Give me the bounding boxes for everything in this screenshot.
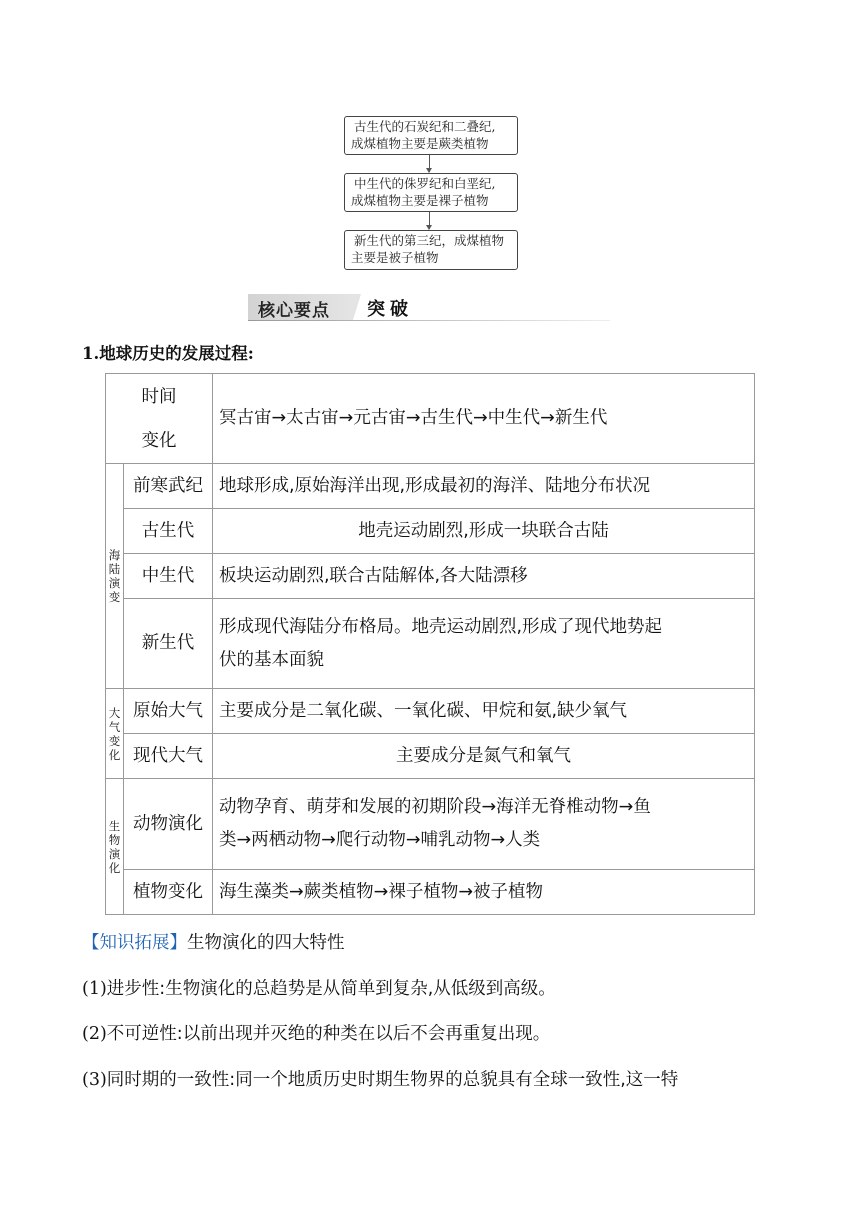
point-text: 同时期的一致性:同一个地质历史时期生物界的总貌具有全球一致性,这一特 (106, 1070, 679, 1090)
section-heading: 1.地球历史的发展过程: (82, 344, 254, 363)
table-row (106, 779, 755, 870)
description-cell: 主要成分是二氧化碳、一氧化碳、甲烷和氨,缺少氧气 (213, 689, 755, 734)
flow-box-mesozoic (344, 173, 518, 212)
category-char: 演 (108, 576, 121, 590)
category-char: 气 (108, 719, 121, 734)
category-char: 大 (108, 705, 121, 720)
point-text: 进步性:生物演化的总趋势是从简单到复杂,从低级到高级。 (106, 979, 556, 999)
description-line: 动物孕育、萌芽和发展的初期阶段→海洋无脊椎动物→鱼 (219, 797, 651, 817)
flow-box-line: 中生代的侏罗纪和白垩纪, (354, 176, 496, 191)
description-cell: 海生藻类→蕨类植物→裸子植物→被子植物 (213, 870, 755, 915)
category-char: 变 (108, 590, 121, 604)
description-cell (213, 779, 755, 870)
period-cell: 前寒武纪 (124, 464, 213, 509)
category-cell-atmosphere (106, 689, 124, 779)
description-line: 伏的基本面貌 (219, 649, 324, 670)
table-row (106, 734, 755, 779)
flow-arrow (429, 155, 430, 172)
description-cell: 主要成分是氮气和氧气 (213, 734, 755, 779)
extension-point (82, 1020, 550, 1045)
period-cell: 植物变化 (124, 870, 213, 915)
period-cell: 动物演化 (124, 779, 213, 870)
extension-title (82, 929, 345, 954)
description-cell: 地壳运动剧烈,形成一块联合古陆 (213, 509, 755, 554)
table-row (106, 464, 755, 509)
period-cell: 中生代 (124, 554, 213, 599)
header-label-change: 变化 (141, 430, 177, 451)
flow-box-line: 古生代的石炭纪和二叠纪, (354, 119, 496, 134)
period-cell: 现代大气 (124, 734, 213, 779)
table-row (106, 599, 755, 689)
extension-title-text: 生物演化的四大特性 (187, 933, 345, 953)
extension-point (82, 1066, 678, 1091)
period-cell: 古生代 (124, 509, 213, 554)
banner-title-right: 突破 (367, 299, 413, 320)
category-char: 物 (108, 832, 121, 847)
section-banner (248, 292, 610, 322)
description-cell: 板块运动剧烈,联合古陆解体,各大陆漂移 (213, 554, 755, 599)
header-label-time: 时间 (141, 386, 177, 407)
period-cell: 新生代 (124, 599, 213, 689)
table-row (106, 870, 755, 915)
category-char: 生 (108, 818, 121, 833)
timeline-cell: 冥古宙→太古宙→元古宙→古生代→中生代→新生代 (213, 374, 755, 464)
banner-title-left: 核心要点 (258, 301, 330, 321)
header-label-cell (106, 374, 213, 464)
description-line: 类→两栖动物→爬行动物→哺乳动物→人类 (219, 830, 541, 850)
description-line: 形成现代海陆分布格局。地壳运动剧烈,形成了现代地势起 (219, 616, 663, 637)
extension-tag: 【知识拓展】 (82, 933, 187, 953)
flow-box-paleozoic (344, 116, 518, 155)
category-char: 演 (108, 846, 121, 861)
description-cell (213, 599, 755, 689)
category-char: 海 (108, 548, 121, 562)
flow-box-line: 成煤植物主要是裸子植物 (351, 193, 489, 208)
extension-point (82, 975, 556, 1000)
category-char: 变 (108, 733, 121, 748)
point-number: (2) (82, 1024, 107, 1044)
table-row (106, 509, 755, 554)
flow-box-line: 新生代的第三纪，成煤植物 (354, 233, 505, 248)
earth-history-table (105, 373, 755, 915)
category-char: 陆 (108, 562, 121, 576)
table-row (106, 689, 755, 734)
category-cell-biology (106, 779, 124, 915)
table-row (106, 554, 755, 599)
point-text: 不可逆性:以前出现并灭绝的种类在以后不会再重复出现。 (106, 1024, 551, 1044)
flow-arrow (429, 212, 430, 229)
flow-box-line: 成煤植物主要是蕨类植物 (351, 136, 489, 151)
table-row (106, 374, 755, 464)
category-char: 化 (108, 860, 121, 875)
point-number: (3) (82, 1070, 107, 1090)
category-cell-sea-land (106, 464, 124, 689)
point-number: (1) (82, 979, 107, 999)
flow-box-cenozoic (344, 230, 518, 270)
period-cell: 原始大气 (124, 689, 213, 734)
flow-box-line: 主要是被子植物 (351, 250, 439, 265)
category-char: 化 (108, 747, 121, 762)
description-cell: 地球形成,原始海洋出现,形成最初的海洋、陆地分布状况 (213, 464, 755, 509)
